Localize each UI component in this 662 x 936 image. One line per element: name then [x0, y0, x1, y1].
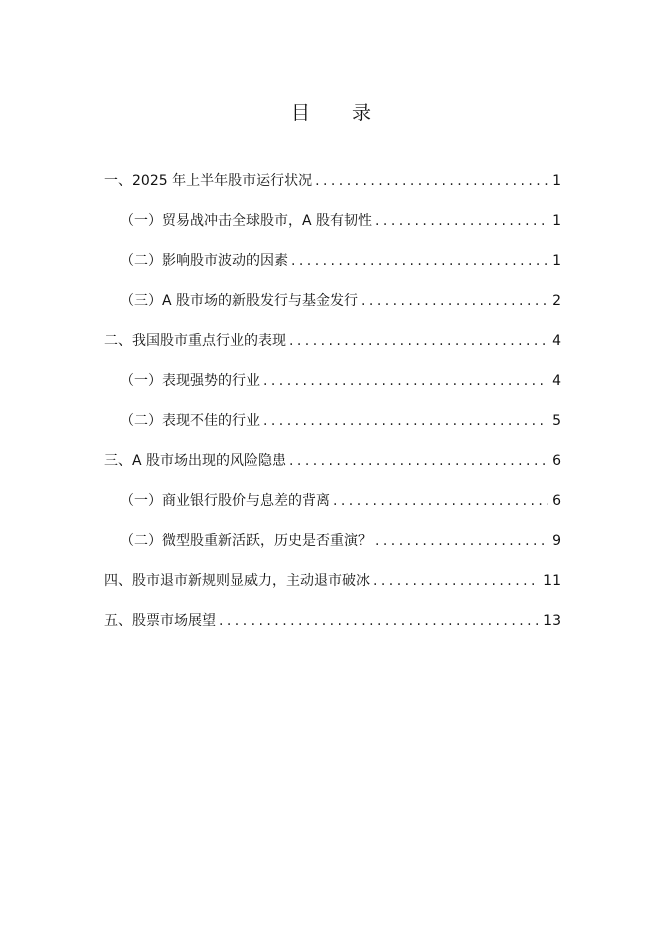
toc-entry-label: 一、2025 年上半年股市运行状况	[104, 173, 313, 189]
toc-entry-label: 二、我国股市重点行业的表现	[104, 333, 286, 349]
toc-entry-page: 11	[543, 573, 561, 589]
toc-entry-page: 9	[552, 533, 561, 549]
toc-entry-label: （二）表现不佳的行业	[120, 413, 260, 429]
toc-entry-label: （三）A 股市场的新股发行与基金发行	[120, 293, 359, 309]
toc-dot-leader	[291, 248, 548, 274]
toc-dot-leader	[361, 288, 548, 314]
toc-entry[interactable]	[120, 488, 561, 514]
toc-entry-page: 1	[552, 173, 561, 189]
toc-entry-label: （一）表现强势的行业	[120, 373, 260, 389]
toc-entry-page: 13	[543, 613, 561, 629]
toc-dot-leader	[315, 168, 548, 194]
toc-dot-leader	[289, 448, 548, 474]
toc-dot-leader	[219, 608, 539, 634]
toc-entry-page: 2	[552, 293, 561, 309]
toc-entry[interactable]	[104, 328, 561, 354]
toc-dot-leader	[333, 488, 548, 514]
toc-entry[interactable]	[104, 448, 561, 474]
toc-entry[interactable]	[104, 568, 561, 594]
toc-entry[interactable]	[104, 608, 561, 634]
toc-entry-page: 5	[552, 413, 561, 429]
toc-dot-leader	[289, 328, 548, 354]
toc-entry-page: 4	[552, 333, 561, 349]
toc-title: 目 录	[290, 102, 390, 124]
toc-entry-page: 1	[552, 253, 561, 269]
toc-entry[interactable]	[120, 288, 561, 314]
toc-entry-page: 1	[552, 213, 561, 229]
toc-dot-leader	[375, 528, 548, 554]
toc-entry[interactable]	[120, 368, 561, 394]
toc-dot-leader	[263, 368, 548, 394]
toc-entry-label: 四、股市退市新规则显威力，主动退市破冰	[104, 573, 370, 589]
toc-entry-page: 6	[552, 493, 561, 509]
toc-entry-label: （一）商业银行股价与息差的背离	[120, 493, 330, 509]
toc-dot-leader	[263, 408, 548, 434]
toc-entry[interactable]	[120, 528, 561, 554]
toc-entry[interactable]	[120, 408, 561, 434]
toc-entry-label: （一）贸易战冲击全球股市，A 股有韧性	[120, 213, 373, 229]
toc-dot-leader	[373, 568, 539, 594]
toc-entry-page: 4	[552, 373, 561, 389]
toc-entry[interactable]	[104, 168, 561, 194]
toc-entry[interactable]	[120, 208, 561, 234]
toc-dot-leader	[375, 208, 548, 234]
toc-entry-label: 五、股票市场展望	[104, 613, 216, 629]
toc-entry-label: （二）微型股重新活跃，历史是否重演？	[120, 533, 372, 549]
toc-entry-label: 三、A 股市场出现的风险隐患	[104, 453, 287, 469]
toc-entry-label: （二）影响股市波动的因素	[120, 253, 288, 269]
toc-entry[interactable]	[120, 248, 561, 274]
toc-entry-page: 6	[552, 453, 561, 469]
